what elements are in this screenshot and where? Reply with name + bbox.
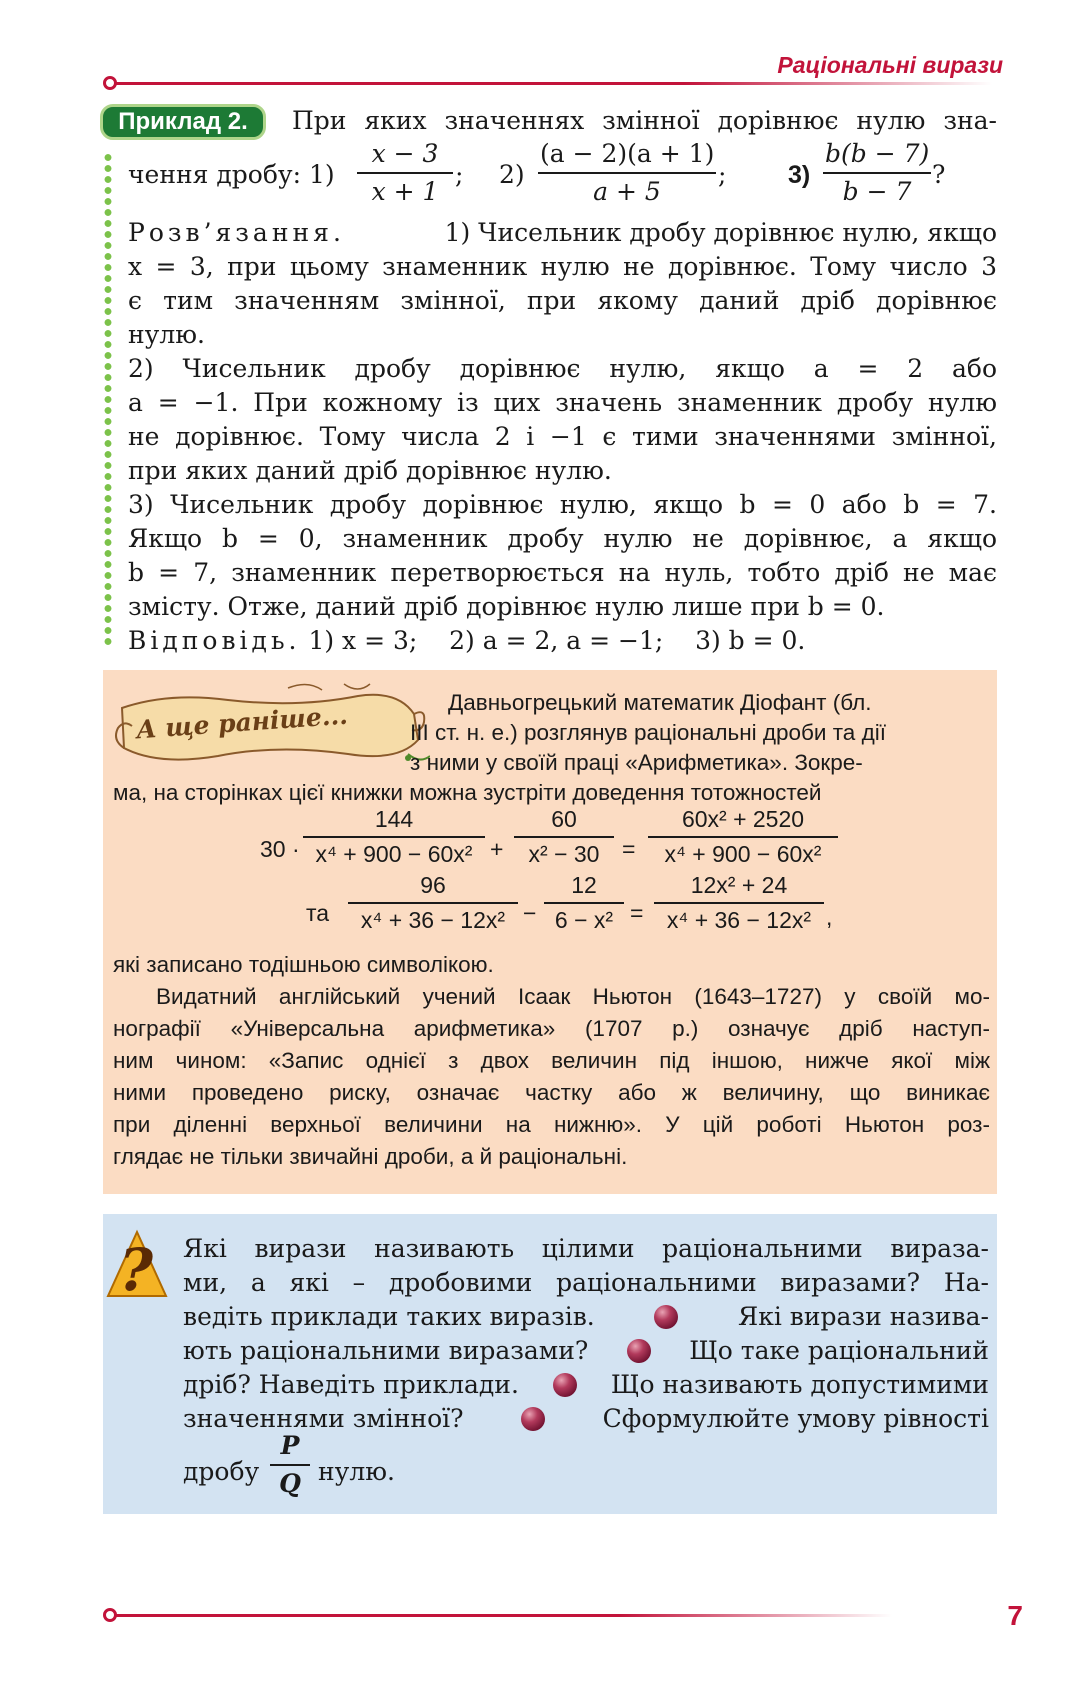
question-mark-icon	[104, 1226, 170, 1302]
fraction-p-over-q: $\frac{P}{Q}$	[270, 1432, 310, 1498]
solution-3-line2: Якщо b = 0, знаменник дробу нулю не дорівнює, а якщо	[128, 524, 997, 553]
example-question-line1: При яких значеннях змінної дорівнює нулю зна-	[292, 106, 997, 135]
item-3-label: 3)	[788, 161, 811, 189]
solution-1-line3: є тим значенням змінної, при якому даний дріб дорівнює	[128, 286, 997, 315]
solution-line1	[128, 216, 997, 250]
question-line7-end: нулю.	[318, 1457, 395, 1486]
fraction-2-semicolon: ;	[718, 160, 727, 189]
history-p2-line3: ним чином: «Запис однієї з двох величин під іншою, нижче якої між	[113, 1048, 990, 1073]
history-p2-line2: нографії «Універсальна арифметика» (1707 р.) означує дріб наступ-	[113, 1016, 990, 1041]
answer-text: 1) x = 3; 2) a = 2, a = −1; 3) b = 0.	[308, 626, 806, 655]
solution-3-line1: 3) Чисельник дробу дорівнює нулю, якщо b = 0 або b = 7.	[128, 490, 997, 519]
eq2-fraction-c: $\frac{\text{12x² + 24}}{\text{x⁴ + 36 − 12x²}}$	[654, 872, 824, 934]
fraction-2: $\frac{(a - 2)(a + 1)}{a + 5}$	[540, 139, 715, 206]
question-line2: ми, а які – дробовими раціональними виразами? На-	[183, 1268, 989, 1297]
eq1-equals: =	[622, 836, 636, 862]
history-line4: ма, на сторінках цієї книжки можна зустріти доведення тотожностей	[113, 780, 822, 805]
bullet-icon	[521, 1407, 545, 1431]
page-number: 7	[1007, 1600, 1023, 1631]
answer-line	[128, 624, 805, 658]
history-p2-line4: ними проведено риску, означає частку або ж величину, що виникає	[113, 1080, 990, 1105]
question-line3: ведіть приклади таких виразів. Які вирази назива-	[183, 1302, 989, 1331]
history-after-equations: які записано тодішньою символікою.	[113, 952, 494, 977]
question-line4: ють раціональними виразами? Що таке раціональний	[183, 1336, 989, 1365]
example-badge: Приклад 2.	[100, 104, 266, 140]
solution-1-line4: нулю.	[128, 320, 205, 349]
eq2-fraction-b: $\frac{12}{\text{6 − x²}}$	[544, 872, 624, 934]
answer-heading: Відповідь.	[128, 626, 301, 655]
history-line1: Давньогрецький математик Діофант (бл.	[448, 690, 872, 715]
solution-2-line3: не дорівнює. Тому числа 2 і −1 є тими значеннями змінної,	[128, 422, 997, 451]
svg-text:?: ?	[119, 1236, 153, 1302]
solution-2-line1: 2) Чисельник дробу дорівнює нулю, якщо a = 2 або	[128, 354, 997, 383]
item-2-label: 2)	[499, 160, 525, 189]
bullet-icon	[654, 1305, 678, 1329]
eq1-fraction-c: $\frac{\text{60x² + 2520}}{\text{x⁴ + 900 − 60x²}}$	[648, 806, 838, 868]
eq2-minus: −	[523, 900, 537, 926]
solution-3-line4: змісту. Отже, даний дріб дорівнює нулю лише при b = 0.	[128, 592, 885, 621]
history-line3: з ними у своїй праці «Арифметика». Зокре-	[410, 750, 863, 775]
eq1-fraction-a: $\frac{144}{\text{x⁴ + 900 − 60x²}}$	[303, 806, 485, 868]
fraction-1: $\frac{x - 3}{x + 1}$	[357, 140, 453, 206]
fraction-3: $\frac{b(b - 7)}{b - 7}$	[825, 139, 930, 206]
solution-1-line2: x = 3, при цьому знаменник нулю не дорівнює. Тому число 3	[128, 252, 997, 281]
solution-heading: Розв’язання.	[128, 218, 345, 247]
example-question-line2: чення дробу: 1)	[128, 160, 335, 189]
bullet-icon	[627, 1339, 651, 1363]
solution-1-start: 1) Чисельник дробу дорівнює нулю, якщо	[444, 218, 997, 247]
history-p2-line1: Видатний англійський учений Ісаак Ньютон (1643–1727) у своїй мо-	[156, 984, 990, 1009]
fraction-1-semicolon: ;	[455, 160, 464, 189]
header-rule-ring	[103, 76, 117, 90]
solution-2-line2: a = −1. При кожному із цих значень знаменник дробу нулю	[128, 388, 997, 417]
eq2-equals: =	[630, 900, 644, 926]
eq2-lead: та	[306, 900, 330, 926]
eq1-lead: 30 ·	[260, 836, 300, 862]
dotted-margin	[104, 152, 112, 648]
footer-rule-ring	[103, 1608, 117, 1622]
history-line2: ІІІ ст. н. е.) розглянув раціональні дроби та дії	[410, 720, 886, 745]
footer-rule	[112, 1614, 892, 1617]
fraction-3-question-mark: ?	[932, 160, 946, 189]
question-line6: значеннями змінної? Сформулюйте умову рівності	[183, 1404, 989, 1433]
question-line5: дріб? Наведіть приклади. Що називають допустимими	[183, 1370, 989, 1399]
header-rule	[112, 82, 992, 85]
history-p2-line6: глядає не тільки звичайні дроби, а й раціональні.	[113, 1144, 628, 1169]
question-line1: Які вирази називають цілими раціональними вираза-	[183, 1234, 989, 1263]
solution-3-line3: b = 7, знаменник перетворюється на нуль, тобто дріб не має	[128, 558, 997, 587]
solution-2-line4: при яких даний дріб дорівнює нулю.	[128, 456, 612, 485]
question-line7: дробу	[183, 1457, 260, 1486]
eq2-fraction-a: $\frac{96}{\text{x⁴ + 36 − 12x²}}$	[348, 872, 518, 934]
history-p2-line5: при діленні верхньої величини на нижню». У цій роботі Ньютон роз-	[113, 1112, 990, 1137]
section-title: Раціональні вирази	[777, 52, 1003, 78]
eq1-plus: +	[490, 836, 504, 862]
bullet-icon	[553, 1373, 577, 1397]
history-banner-label: А ще раніше...	[135, 700, 349, 745]
eq1-fraction-b: $\frac{60}{\text{x² − 30}}$	[514, 806, 614, 868]
eq2-comma: ,	[826, 904, 833, 930]
